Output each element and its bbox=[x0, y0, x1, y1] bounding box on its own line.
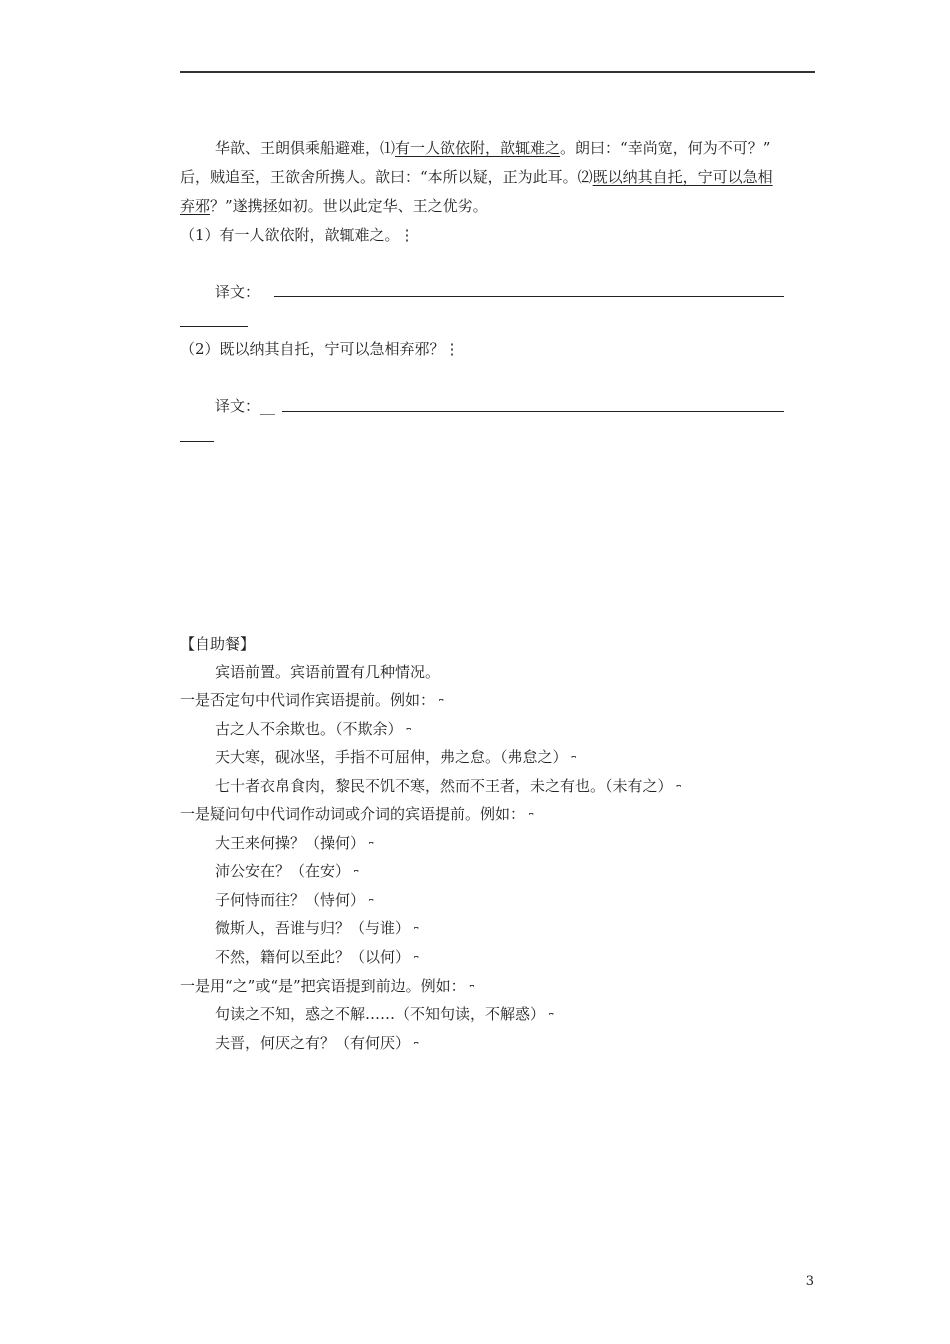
paragraph-mark-icon: ⎴ bbox=[469, 985, 475, 998]
example-item: 子何恃而往？（恃何） $_⎴$ bbox=[215, 891, 374, 912]
underlined-sentence-1: 有一人欲依附，歆辄难之 bbox=[395, 139, 561, 157]
example-item: 七十者衣帛食肉，黎民不饥不寒，然而不王者，未之有也。（未有之） $_⎴$ bbox=[215, 777, 681, 798]
example-item: 不然，籍何以至此？（以何） $_⎴$ bbox=[215, 948, 419, 969]
example-item: 沛公安在？（在安） $_⎴$ bbox=[215, 862, 359, 883]
question-2-label: 译文：__ bbox=[215, 397, 276, 415]
example-item: 大王来何操？（操何） $_⎴$ bbox=[215, 834, 374, 855]
paragraph-mark-icon: ⎴ bbox=[369, 899, 374, 912]
paragraph-mark-icon: ⎴ bbox=[414, 1042, 419, 1055]
paragraph-mark-icon: ⎴ bbox=[406, 728, 411, 741]
paragraph-mark-icon: ⎴ bbox=[571, 756, 576, 769]
paragraph-mark-icon: ⎴ bbox=[549, 1013, 554, 1026]
passage-line-3: 弃邪？”遂携拯如初。世以此定华、王之优劣。 bbox=[180, 197, 488, 215]
question-2-answer-line[interactable] bbox=[282, 411, 784, 412]
example-item: 句读之不知，惑之不解……（不知句读，不解惑） $_⎴$ bbox=[215, 1005, 554, 1026]
question-1-label: 译文： bbox=[215, 283, 261, 301]
header-rule bbox=[180, 71, 815, 73]
rule-item: 一是疑问句中代词作动词或介词的宾语提前。例如： $_⎴$ bbox=[180, 805, 534, 826]
example-item: 微斯人，吾谁与归？（与谁） $_⎴$ bbox=[215, 919, 419, 940]
paragraph-mark-icon: ⎴ bbox=[529, 813, 534, 826]
example-item: 夫晋，何厌之有？（有何厌） $_⎴$ bbox=[215, 1034, 419, 1055]
example-item: 天大寒，砚冰坚，手指不可屈伸，弗之怠。（弗怠之） $_⎴$ bbox=[215, 748, 576, 769]
underlined-sentence-2: 既以纳其自托，宁可以急相 bbox=[592, 168, 773, 186]
underlined-sentence-2-end: 弃邪 bbox=[180, 197, 211, 215]
question-1-prompt: （1）有一人欲依附，歆辄难之。⋮ bbox=[180, 226, 415, 244]
paragraph-mark-icon: ⎴ bbox=[354, 870, 359, 883]
section-intro: 宾语前置。宾语前置有几种情况。 bbox=[215, 663, 441, 681]
page-number: 3 bbox=[805, 1274, 814, 1289]
question-2-prompt: （2）既以纳其自托，宁可以急相弃邪？⋮ bbox=[180, 340, 460, 358]
rule-item: 一是用“之”或“是”把宾语提到前边。例如： $_⎴$ bbox=[180, 977, 475, 998]
paragraph-mark-icon: ⎴ bbox=[439, 699, 444, 712]
passage-line-1: 华歆、王朗俱乘船避难，⑴有一人欲依附，歆辄难之。朗曰：“幸尚宽，何为不可？” bbox=[215, 139, 771, 157]
paragraph-mark-icon: ⎴ bbox=[414, 927, 419, 940]
paragraph-mark-icon: ⎴ bbox=[369, 842, 374, 855]
paragraph-mark-icon: ⎴ bbox=[414, 956, 419, 969]
rule-item: 一是否定句中代词作宾语提前。例如： $_⎴$ bbox=[180, 691, 444, 712]
paragraph-mark-icon: ⎴ bbox=[676, 785, 681, 798]
passage-line-2: 后，贼追至，王欲舍所携人。歆曰：“本所以疑，正为此耳。⑵既以纳其自托，宁可以急相 bbox=[180, 168, 773, 186]
question-2-answer-line-cont[interactable] bbox=[180, 441, 214, 442]
question-1-answer-line-cont[interactable] bbox=[180, 326, 248, 327]
question-1-answer-line[interactable] bbox=[274, 296, 784, 297]
example-item: 古之人不余欺也。（不欺余） $_⎴$ bbox=[215, 720, 411, 741]
section-heading: 【自助餐】 bbox=[180, 635, 256, 653]
